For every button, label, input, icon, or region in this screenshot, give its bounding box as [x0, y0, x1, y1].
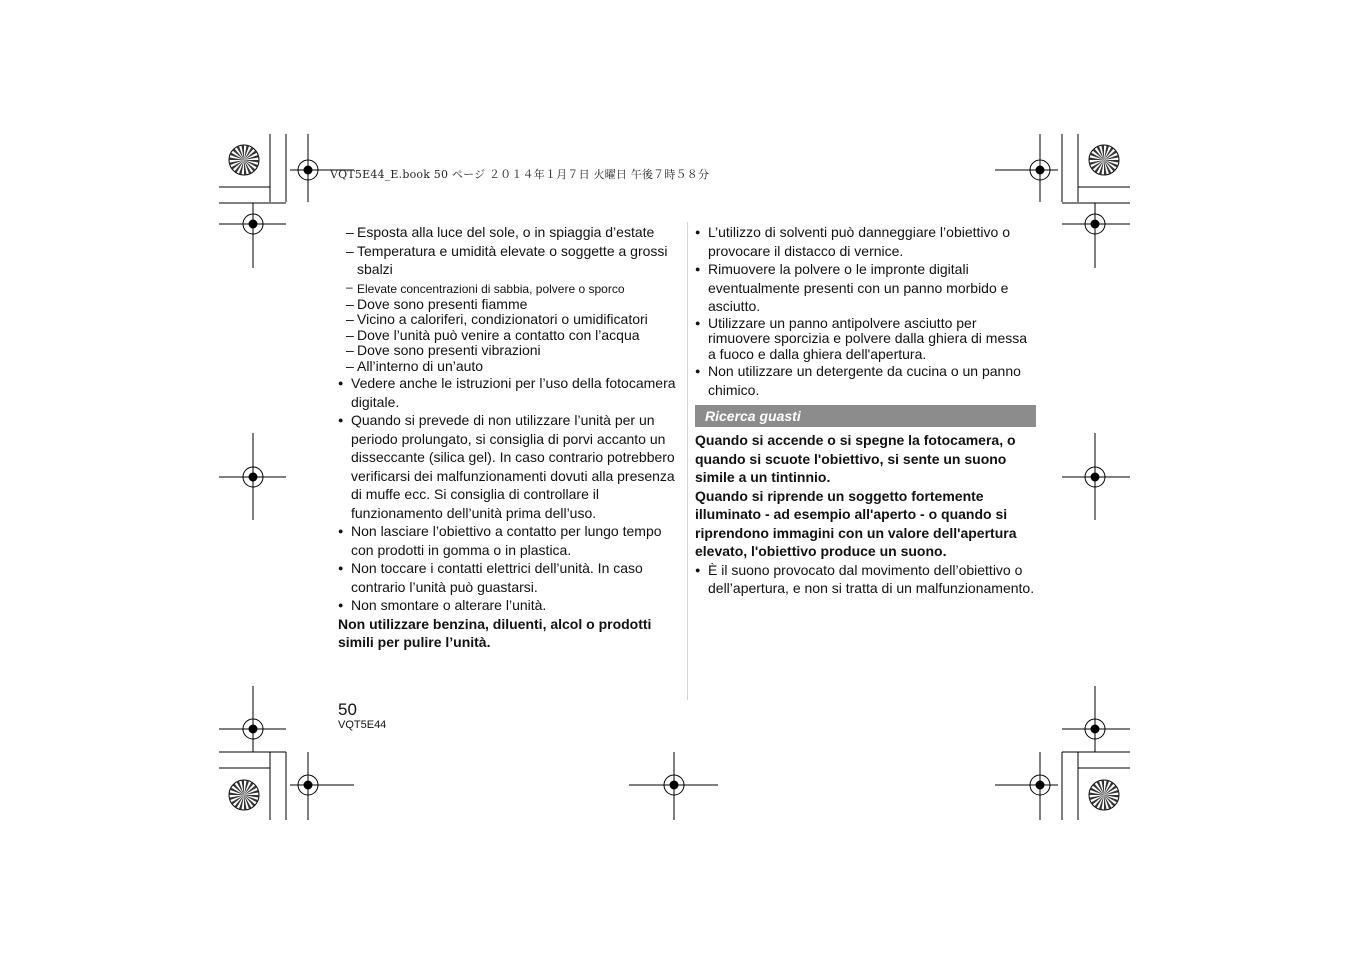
registration-mark-right-middle [1062, 433, 1130, 520]
star-target-top-right [1089, 145, 1119, 175]
star-target-bottom-right [1089, 780, 1119, 810]
right-column [695, 223, 1037, 598]
star-target-top-left [229, 145, 259, 175]
troubleshooting-answer: ● È il suono provocato dal movimento dell’obiettivo o dell’apertura, e non si tratta di un malfunzionamento. [695, 561, 1037, 598]
registration-mark-bottom-center [629, 752, 718, 820]
bullet-item: ● Non smontare o alterare l’unità. [338, 596, 680, 615]
troubleshooting-question-1: Quando si accende o si spegne la fotocamera, o quando si scuote l'obiettivo, si sente un suono simile a un tintinnio. [695, 432, 1016, 486]
document-code: VQT5E44 [338, 719, 387, 731]
dash-item: – Dove sono presenti fiamme [338, 297, 680, 313]
column-divider [687, 222, 688, 700]
page-number: 50 [338, 700, 357, 719]
bullet-item: ● Rimuovere la polvere o le impronte digitali eventualmente presenti con un panno morbido e asciutto. [695, 260, 1037, 316]
bullet-item: ● L’utilizzo di solventi può danneggiare l’obiettivo o provocare il distacco di vernice. [695, 223, 1037, 260]
left-column [338, 223, 680, 652]
registration-mark-left-lower [219, 686, 286, 752]
bullet-item: ● Quando si prevede di non utilizzare l’unità per un periodo prolungato, si consiglia di porvi accanto un disseccante (silica gel). In caso contrario potrebbero verificarsi dei malfunzionamenti dovuti alla presenza di muffe ecc. Si consiglia di controllare il funzionamento dell’unità prima dell’uso. [338, 411, 680, 522]
dash-item: – Dove sono presenti vibrazioni [338, 343, 680, 359]
registration-mark-left-upper [219, 203, 286, 268]
registration-mark-bottom-right [995, 752, 1058, 820]
dash-item: – Elevate concentrazioni di sabbia, polvere o sporco [338, 279, 680, 297]
registration-mark-right-upper [1062, 203, 1130, 268]
troubleshooting-question-2: Quando si riprende un soggetto fortemente illuminato - ad esempio all'aperto - o quando si riprendono immagini con un valore dell'apertura elevato, l'obiettivo produce un suono. [695, 487, 1017, 560]
registration-mark-bottom-left [290, 752, 354, 820]
dash-item: – All’interno di un’auto [338, 359, 680, 375]
bullet-item: ● Non lasciare l’obiettivo a contatto per lungo tempo con prodotti in gomma o in plastica. [338, 522, 680, 559]
bullet-item: ● Non toccare i contatti elettrici dell’unità. In caso contrario l’unità può guastarsi. [338, 559, 680, 596]
bullet-item: ● Non utilizzare un detergente da cucina o un panno chimico. [695, 362, 1037, 399]
section-heading-troubleshooting: Ricerca guasti [695, 405, 1036, 427]
bullet-item: ● Vedere anche le istruzioni per l’uso della fotocamera digitale. [338, 374, 680, 411]
registration-mark-left-middle [219, 433, 286, 520]
star-target-bottom-left [229, 780, 259, 810]
header-slug: VQT5E44_E.book 50 ページ ２０１４年１月７日 火曜日 午後７時５８分 [330, 168, 710, 181]
dash-item: – Temperatura e umidità elevate o soggette a grossi sbalzi [338, 242, 680, 279]
cleaning-warning: Non utilizzare benzina, diluenti, alcol o prodotti simili per pulire l’unità. [338, 615, 652, 651]
dash-item: – Dove l’unità può venire a contatto con l’acqua [338, 328, 680, 344]
registration-mark-top-right [995, 134, 1058, 202]
dash-item: – Esposta alla luce del sole, o in spiaggia d’estate [338, 223, 680, 242]
bullet-item: ● Utilizzare un panno antipolvere asciutto per rimuovere sporcizia e polvere dalla ghiera di messa a fuoco e dalla ghiera dell'apertura. [695, 316, 1037, 363]
dash-item: – Vicino a caloriferi, condizionatori o umidificatori [338, 312, 680, 328]
registration-mark-right-lower [1062, 686, 1130, 752]
